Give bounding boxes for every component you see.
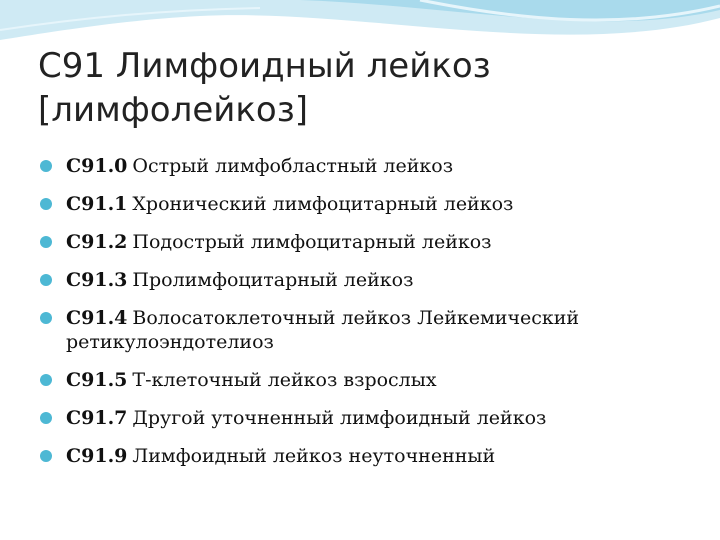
slide-title-line-2: [лимфолейкоз] [38,90,309,130]
bullet-icon [40,236,52,248]
bullet-icon [40,312,52,324]
slide-title-line-1: С91 Лимфоидный лейкоз [38,46,491,86]
bullet-icon [40,374,52,386]
item-code: C91.7 [66,407,128,429]
item-code: C91.5 [66,369,128,391]
item-text: Волосатоклеточный лейкоз Лейкемический ретикулоэндотелиоз [66,307,580,353]
list-item [40,406,710,430]
list-item [40,268,710,292]
item-code: C91.4 [66,307,128,329]
item-text: Хронический лимфоцитарный лейкоз [132,193,514,215]
item-text: Т-клеточный лейкоз взрослых [132,369,437,391]
item-code: C91.2 [66,231,128,253]
item-code: C91.0 [66,155,128,177]
item-code: C91.1 [66,193,128,215]
list-item [40,368,710,392]
slide-title [38,44,698,132]
list-item [40,230,710,254]
bullet-icon [40,274,52,286]
item-text: Пролимфоцитарный лейкоз [132,269,414,291]
item-code: C91.9 [66,445,128,467]
item-text: Подострый лимфоцитарный лейкоз [132,231,492,253]
list-item [40,444,710,468]
list-item [40,154,710,178]
bullet-icon [40,450,52,462]
list-item [40,192,710,216]
item-text: Острый лимфобластный лейкоз [132,155,454,177]
code-list [40,154,710,482]
bullet-icon [40,412,52,424]
item-text: Лимфоидный лейкоз неуточненный [132,445,496,467]
bullet-icon [40,160,52,172]
bullet-icon [40,198,52,210]
item-text: Другой уточненный лимфоидный лейкоз [132,407,547,429]
item-code: C91.3 [66,269,128,291]
list-item [40,306,710,354]
